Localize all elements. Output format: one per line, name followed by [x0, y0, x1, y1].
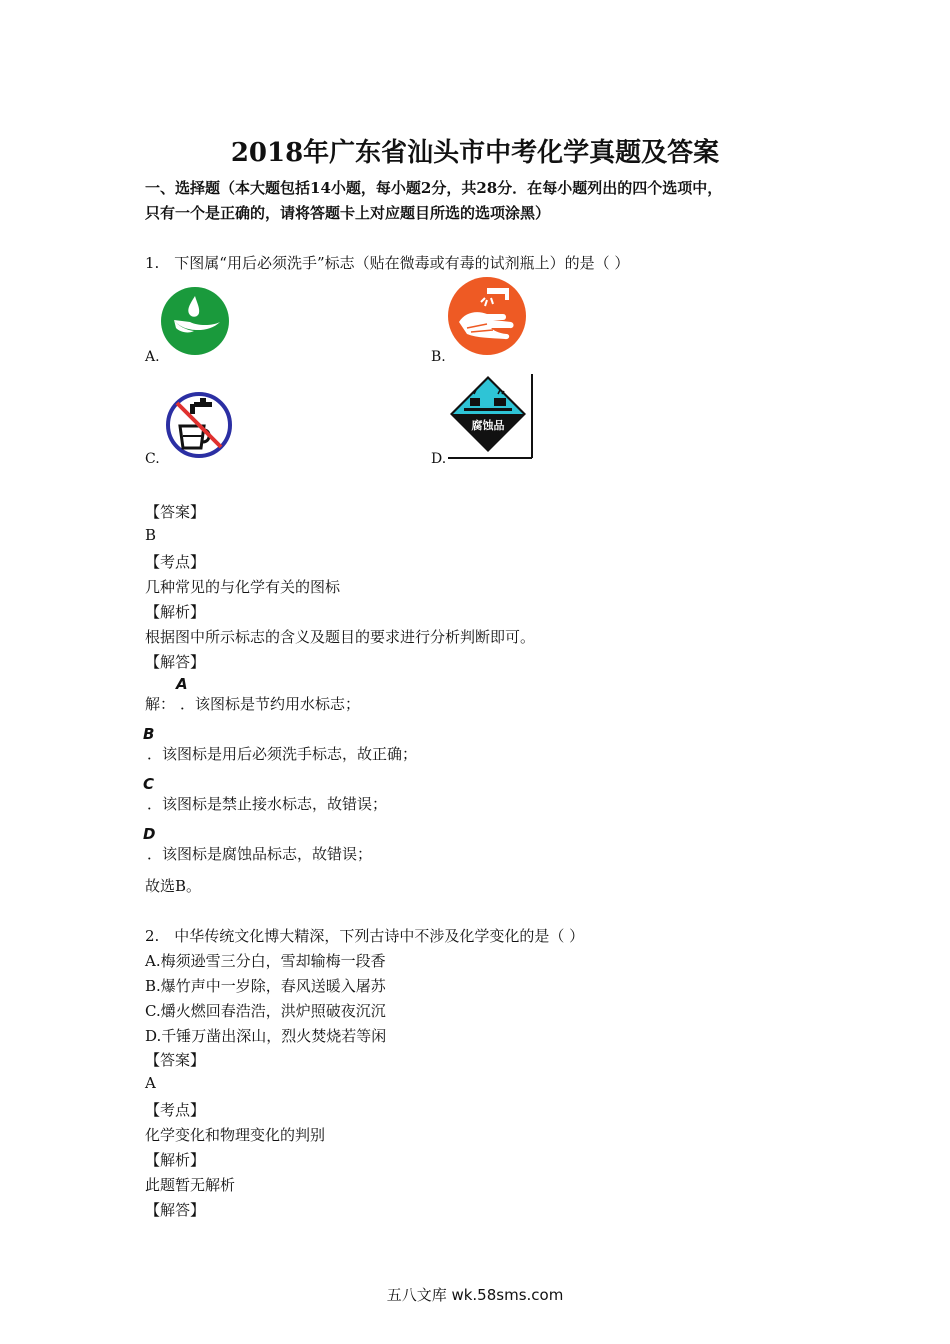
q1-option-a-label: A.	[145, 349, 160, 365]
solution-letter-a: A	[176, 675, 188, 693]
q2-option-d: D.千锤万凿出深山，烈火焚烧若等闲	[145, 1027, 387, 1045]
no-drinking-water-icon	[164, 390, 234, 460]
q2-option-c: C.爝火燃回春浩浩，洪炉照破夜沉沉	[145, 1002, 386, 1020]
q1-conclusion: 故选B。	[145, 877, 202, 895]
q1-answer: B	[145, 526, 157, 544]
solution-text-d: ．该图标是腐蚀品标志，故错误；	[147, 845, 373, 863]
corrosive-icon	[446, 372, 536, 462]
q1-option-b-label: B.	[431, 349, 446, 365]
q2-solution-heading: 【解答】	[145, 1201, 206, 1219]
q1-answer-heading: 【答案】	[145, 503, 206, 521]
solution-text-c: ．该图标是禁止接水标志，故错误；	[147, 795, 388, 813]
solution-text-b: ．该图标是用后必须洗手标志，故正确；	[147, 745, 418, 763]
wash-hands-icon	[447, 276, 527, 356]
q1-option-c-label: C.	[145, 451, 160, 467]
water-saving-icon	[160, 286, 230, 356]
q2-analysis-heading: 【解析】	[145, 1151, 206, 1169]
q2-point: 化学变化和物理变化的判别	[145, 1126, 326, 1144]
footer-watermark: 五八文库 wk.58sms.com	[386, 1286, 564, 1304]
corrosive-sign-text: 腐蚀品	[471, 419, 505, 432]
q1-point: 几种常见的与化学有关的图标	[145, 578, 341, 596]
q1-option-d-label: D.	[431, 451, 447, 467]
q1-analysis: 根据图中所示标志的含义及题目的要求进行分析判断即可。	[145, 628, 536, 646]
q1-analysis-heading: 【解析】	[145, 603, 206, 621]
q1-point-heading: 【考点】	[145, 553, 206, 571]
solution-letter-b: B	[143, 725, 155, 743]
q2-answer: A	[145, 1074, 156, 1092]
q2-stem: 2. 中华传统文化博大精深，下列古诗中不涉及化学变化的是（ ）	[145, 927, 585, 945]
solution-letter-c: C	[143, 775, 155, 793]
section-heading-line2: 只有一个是正确的，请将答题卡上对应题目所选的选项涂黑）	[145, 204, 551, 222]
q2-option-b: B.爆竹声中一岁除，春风送暖入屠苏	[145, 977, 386, 995]
q2-answer-heading: 【答案】	[145, 1051, 206, 1069]
q2-point-heading: 【考点】	[145, 1101, 206, 1119]
q2-analysis: 此题暂无解析	[145, 1176, 236, 1194]
q2-option-a: A.梅须逊雪三分白，雪却输梅一段香	[145, 952, 386, 970]
page-title: 2018年广东省汕头市中考化学真题及答案	[230, 138, 720, 168]
section-heading-line1: 一、选择题（本大题包括14小题，每小题2分，共28分．在每小题列出的四个选项中，	[145, 179, 723, 197]
solution-prefix: 解：	[145, 695, 176, 713]
solution-text-a: ．该图标是节约用水标志；	[180, 695, 361, 713]
q1-solution-heading: 【解答】	[145, 653, 206, 671]
solution-letter-d: D	[143, 825, 156, 843]
q1-stem: 1. 下图属“用后必须洗手”标志（贴在微毒或有毒的试剂瓶上）的是（ ）	[145, 254, 630, 272]
